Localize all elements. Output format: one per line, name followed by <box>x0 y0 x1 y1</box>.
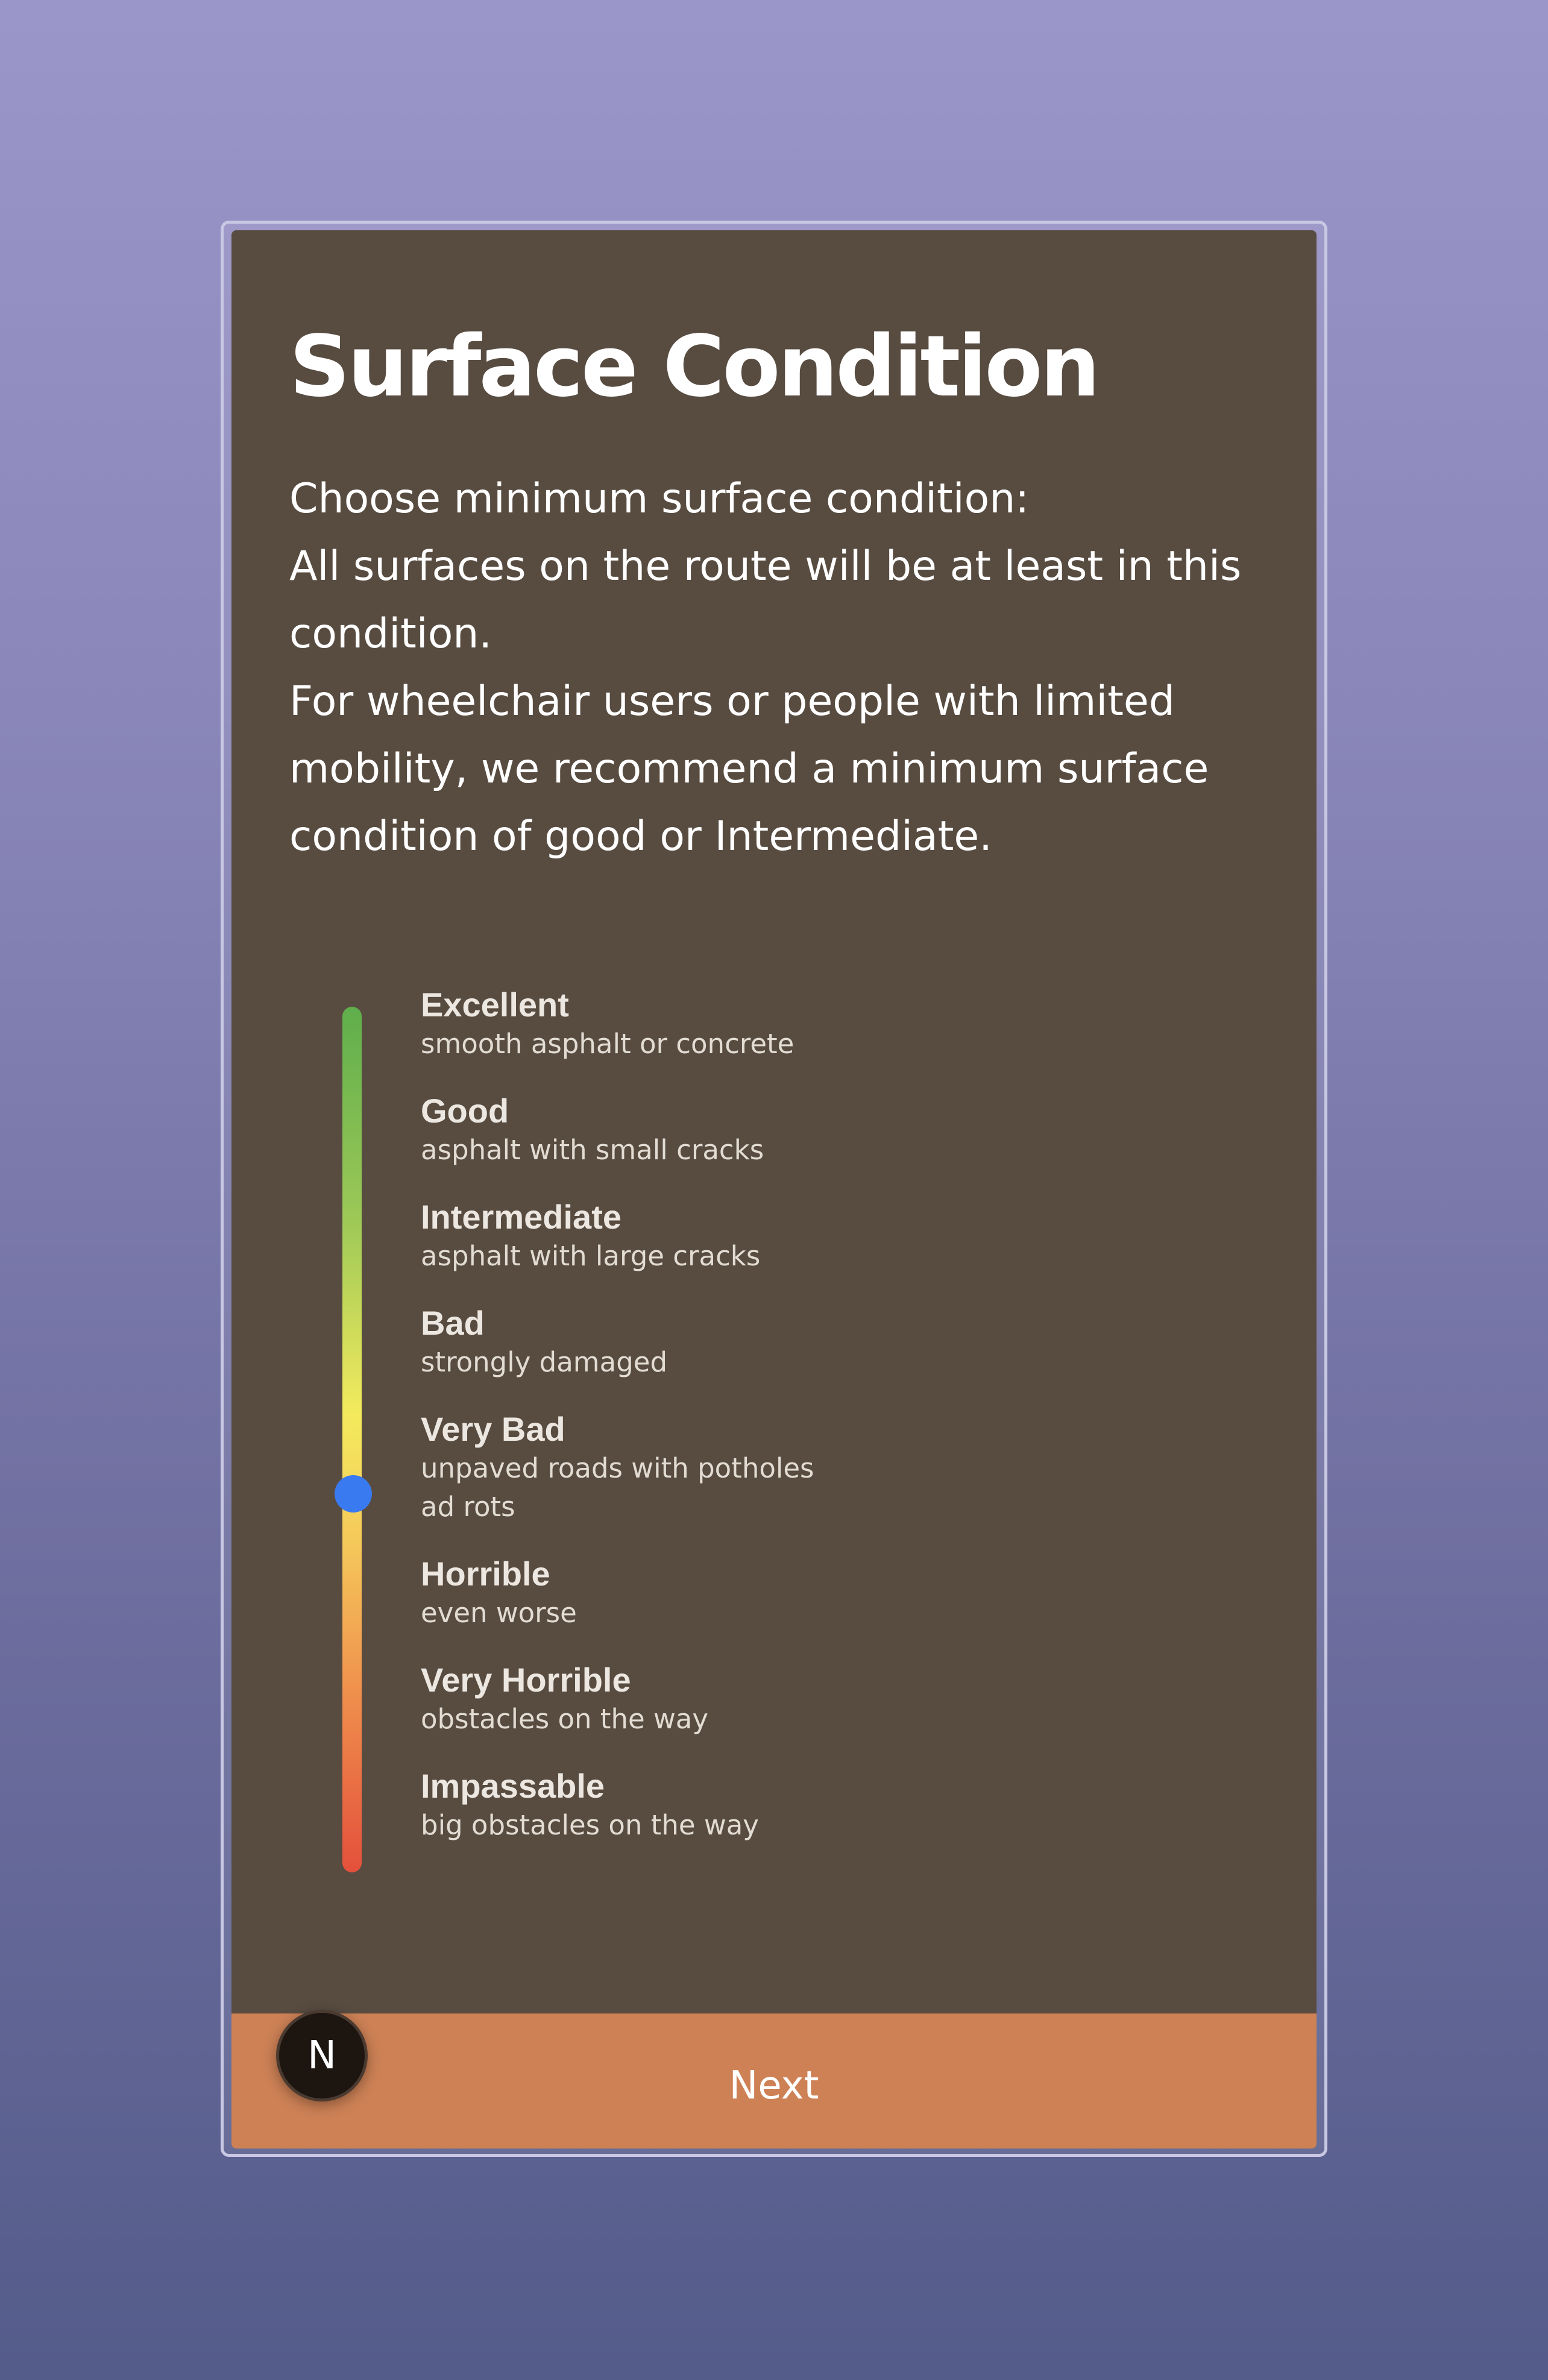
level-horrible[interactable] <box>421 1554 1204 1632</box>
description-line: condition. <box>289 610 492 658</box>
avatar[interactable] <box>276 2010 368 2101</box>
level-name: Good <box>421 1092 509 1130</box>
avatar-letter: N <box>307 2033 336 2078</box>
level-description: obstacles on the way <box>421 1703 708 1735</box>
level-very-horrible[interactable] <box>421 1660 1204 1739</box>
page-title: Surface Condition <box>289 318 1098 416</box>
level-name: Very Horrible <box>421 1661 631 1699</box>
level-description: smooth asphalt or concrete <box>421 1028 794 1060</box>
level-description: asphalt with small cracks <box>421 1134 764 1166</box>
level-description: ad rots <box>421 1491 515 1523</box>
description <box>289 465 1278 870</box>
level-name: Horrible <box>421 1555 550 1593</box>
level-very-bad[interactable] <box>421 1409 1204 1526</box>
level-intermediate[interactable] <box>421 1197 1204 1276</box>
level-description: asphalt with large cracks <box>421 1240 761 1272</box>
level-name: Impassable <box>421 1767 605 1805</box>
level-description: even worse <box>421 1597 577 1629</box>
level-good[interactable] <box>421 1091 1204 1170</box>
level-name: Intermediate <box>421 1198 621 1236</box>
surface-condition-slider[interactable] <box>342 1007 362 1872</box>
level-description: big obstacles on the way <box>421 1809 759 1841</box>
level-excellent[interactable] <box>421 985 1204 1063</box>
level-name: Bad <box>421 1304 485 1342</box>
slider-track[interactable] <box>342 1007 362 1872</box>
level-description: strongly damaged <box>421 1346 668 1378</box>
level-name: Excellent <box>421 986 569 1024</box>
description-line: For wheelchair users or people with limited <box>289 678 1175 725</box>
level-name: Very Bad <box>421 1410 565 1448</box>
description-line: Choose minimum surface condition: <box>289 475 1030 523</box>
level-bad[interactable] <box>421 1303 1204 1382</box>
level-impassable[interactable] <box>421 1766 1204 1845</box>
slider-thumb[interactable] <box>335 1475 372 1513</box>
description-line: mobility, we recommend a minimum surface <box>289 745 1209 793</box>
next-button[interactable] <box>231 2013 1317 2149</box>
surface-condition-card <box>231 230 1317 2149</box>
next-button-label: Next <box>729 2064 819 2108</box>
description-line: condition of good or Intermediate. <box>289 813 992 860</box>
level-description: unpaved roads with potholes <box>421 1452 814 1484</box>
description-line: All surfaces on the route will be at least in this <box>289 543 1242 590</box>
